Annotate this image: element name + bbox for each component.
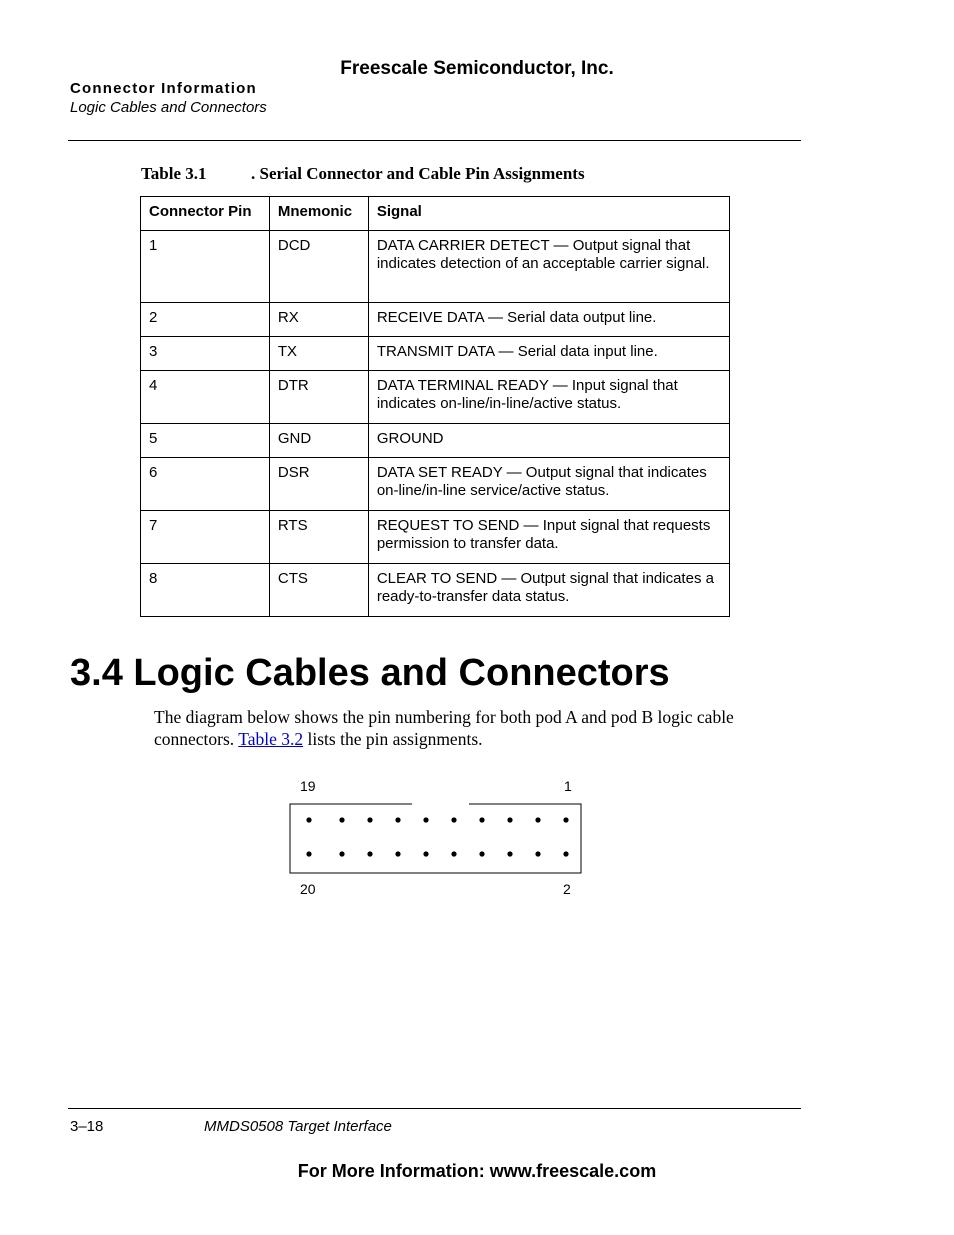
column-header-connector-pin: Connector Pin (141, 197, 270, 231)
pin-label-20: 20 (300, 881, 316, 897)
cell-pin: 6 (141, 457, 270, 510)
pin-dot (535, 817, 540, 822)
cell-signal: DATA CARRIER DETECT — Output signal that indicates detection of an acceptable carrier signal. (368, 230, 729, 302)
pin-dot (367, 851, 372, 856)
table-caption (141, 164, 585, 184)
cell-signal: RECEIVE DATA — Serial data output line. (368, 302, 729, 336)
cell-mnemonic: RTS (269, 510, 368, 563)
pin-dot (535, 851, 540, 856)
table-number: Table 3.1 (141, 164, 207, 183)
footer-info: For More Information: www.freescale.com (297, 1161, 657, 1181)
pin-dot (479, 817, 484, 822)
pin-label-2: 2 (563, 881, 571, 897)
cell-mnemonic: RX (269, 302, 368, 336)
running-header-subsection: Logic Cables and Connectors (70, 99, 267, 116)
pin-dot (451, 817, 456, 822)
pin-dot (395, 851, 400, 856)
cell-signal: GROUND (368, 423, 729, 457)
table-row (141, 370, 730, 423)
cell-signal: DATA SET READY — Output signal that indicates on-line/in-line service/active status. (368, 457, 729, 510)
pin-dot (306, 851, 311, 856)
pin-dot (423, 817, 428, 822)
pin-dot (563, 817, 568, 822)
pin-dot (479, 851, 484, 856)
table-header-row (141, 197, 730, 231)
column-header-mnemonic: Mnemonic (269, 197, 368, 231)
table-title: . Serial Connector and Cable Pin Assignments (251, 164, 585, 183)
connector-pin-diagram (280, 770, 600, 905)
table-row (141, 302, 730, 336)
cell-mnemonic: GND (269, 423, 368, 457)
cell-mnemonic: CTS (269, 563, 368, 616)
running-header-section: Connector Information (70, 80, 257, 97)
cell-mnemonic: DTR (269, 370, 368, 423)
table-row (141, 230, 730, 302)
footer-rule (68, 1108, 801, 1109)
cell-mnemonic: TX (269, 336, 368, 370)
pin-dot (423, 851, 428, 856)
header-rule (68, 140, 801, 141)
section-heading: 3.4 Logic Cables and Connectors (70, 652, 670, 694)
connector-outline (290, 804, 581, 873)
pin-assignment-table (140, 196, 730, 617)
cell-signal: TRANSMIT DATA — Serial data input line. (368, 336, 729, 370)
column-header-signal: Signal (368, 197, 729, 231)
pin-dot (507, 851, 512, 856)
paragraph-text-end: lists the pin assignments. (303, 729, 483, 749)
document-title: MMDS0508 Target Interface (204, 1118, 392, 1135)
pin-label-19: 19 (300, 778, 316, 794)
table-row (141, 563, 730, 616)
pin-dots (306, 817, 568, 856)
pin-label-1: 1 (564, 778, 572, 794)
paragraph-text: The diagram below shows the pin numbering for both pod A and pod B logic cable connectors. (154, 707, 734, 749)
cell-pin: 5 (141, 423, 270, 457)
table-row (141, 336, 730, 370)
table-row (141, 457, 730, 510)
cell-pin: 4 (141, 370, 270, 423)
cell-pin: 1 (141, 230, 270, 302)
pin-dot (451, 851, 456, 856)
table-row (141, 423, 730, 457)
table-row (141, 510, 730, 563)
pin-dot (339, 817, 344, 822)
cell-pin: 8 (141, 563, 270, 616)
pin-dot (395, 817, 400, 822)
cell-mnemonic: DCD (269, 230, 368, 302)
table-3-2-link[interactable]: Table 3.2 (238, 729, 304, 749)
cell-pin: 3 (141, 336, 270, 370)
cell-signal: CLEAR TO SEND — Output signal that indicates a ready-to-transfer data status. (368, 563, 729, 616)
pin-dot (306, 817, 311, 822)
pin-dot (507, 817, 512, 822)
pin-dot (339, 851, 344, 856)
cell-signal: REQUEST TO SEND — Input signal that requests permission to transfer data. (368, 510, 729, 563)
cell-pin: 2 (141, 302, 270, 336)
page-number: 3–18 (70, 1118, 104, 1135)
cell-pin: 7 (141, 510, 270, 563)
pin-dot (563, 851, 568, 856)
body-paragraph (154, 706, 804, 750)
pin-dot (367, 817, 372, 822)
cell-signal: DATA TERMINAL READY — Input signal that indicates on-line/in-line/active status. (368, 370, 729, 423)
company-name: Freescale Semiconductor, Inc. (340, 58, 614, 79)
cell-mnemonic: DSR (269, 457, 368, 510)
